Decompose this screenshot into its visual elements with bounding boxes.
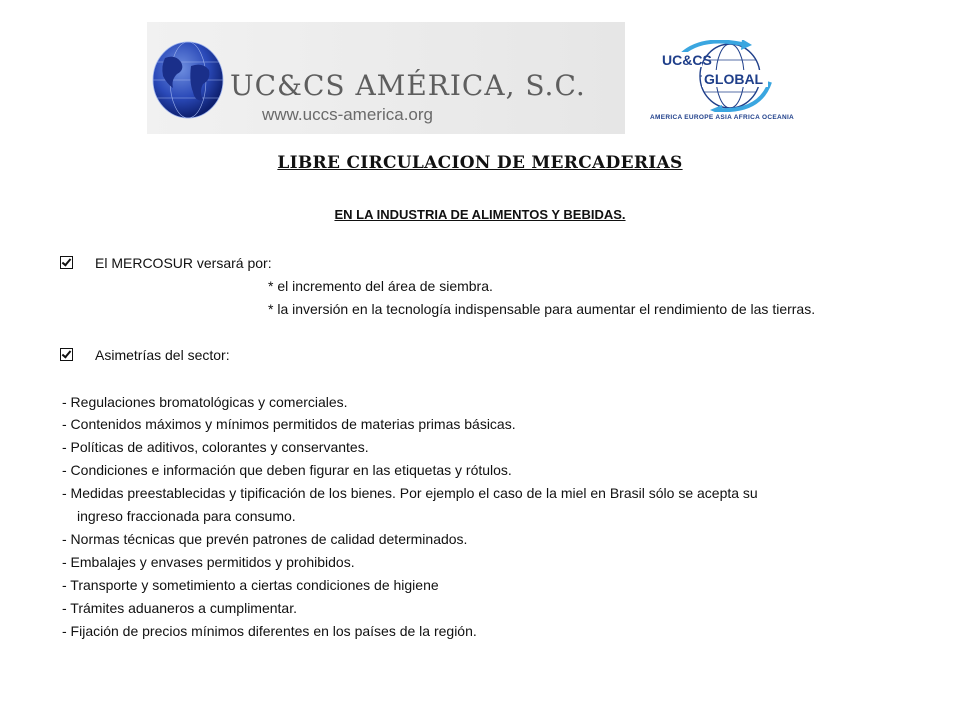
uccs-text: UC&CS [662, 52, 712, 68]
uccs-america-logo [147, 22, 625, 134]
globe-icon [151, 40, 225, 120]
continents-tagline: AMERICA EUROPE ASIA AFRICA OCEANIA [650, 114, 795, 121]
list-item: - Condiciones e información que deben figurar en las etiquetas y rótulos. [62, 462, 512, 478]
page-subtitle: EN LA INDUSTRIA DE ALIMENTOS Y BEBIDAS. [334, 207, 626, 222]
uccs-global-logo [642, 40, 797, 126]
list-item: - Trámites aduaneros a cumplimentar. [62, 600, 297, 616]
company-url: www.uccs-america.org [262, 105, 433, 124]
list-item: - Embalajes y envases permitidos y prohibidos. [62, 554, 355, 570]
company-name: UC&CS AMÉRICA, S.C. [230, 69, 586, 102]
section-heading: El MERCOSUR versará por: [95, 255, 272, 271]
list-item: * la inversión en la tecnología indispensable para aumentar el rendimiento de las tierras. [268, 301, 816, 317]
section-heading: Asimetrías del sector: [95, 347, 230, 363]
list-item: * el incremento del área de siembra. [268, 278, 493, 294]
list-item: - Normas técnicas que prevén patrones de calidad determinados. [62, 531, 468, 547]
list-item: - Regulaciones bromatológicas y comerciales. [62, 394, 348, 410]
list-item: - Transporte y sometimiento a ciertas condiciones de higiene [62, 577, 439, 593]
checkbox-checked-icon [60, 256, 73, 269]
list-item: - Fijación de precios mínimos diferentes en los países de la región. [62, 623, 477, 639]
list-item: - Políticas de aditivos, colorantes y conservantes. [62, 439, 369, 455]
globe-arrows-icon [642, 40, 792, 112]
list-item-continuation: ingreso fraccionada para consumo. [77, 508, 296, 524]
page-title: LIBRE CIRCULACION DE MERCADERIAS [277, 153, 683, 173]
global-text: GLOBAL [704, 71, 764, 87]
checkbox-checked-icon [60, 348, 73, 361]
list-item: - Medidas preestablecidas y tipificación de los bienes. Por ejemplo el caso de la miel en Brasil sólo se acepta su [62, 485, 758, 501]
list-item: - Contenidos máximos y mínimos permitidos de materias primas básicas. [62, 416, 516, 432]
